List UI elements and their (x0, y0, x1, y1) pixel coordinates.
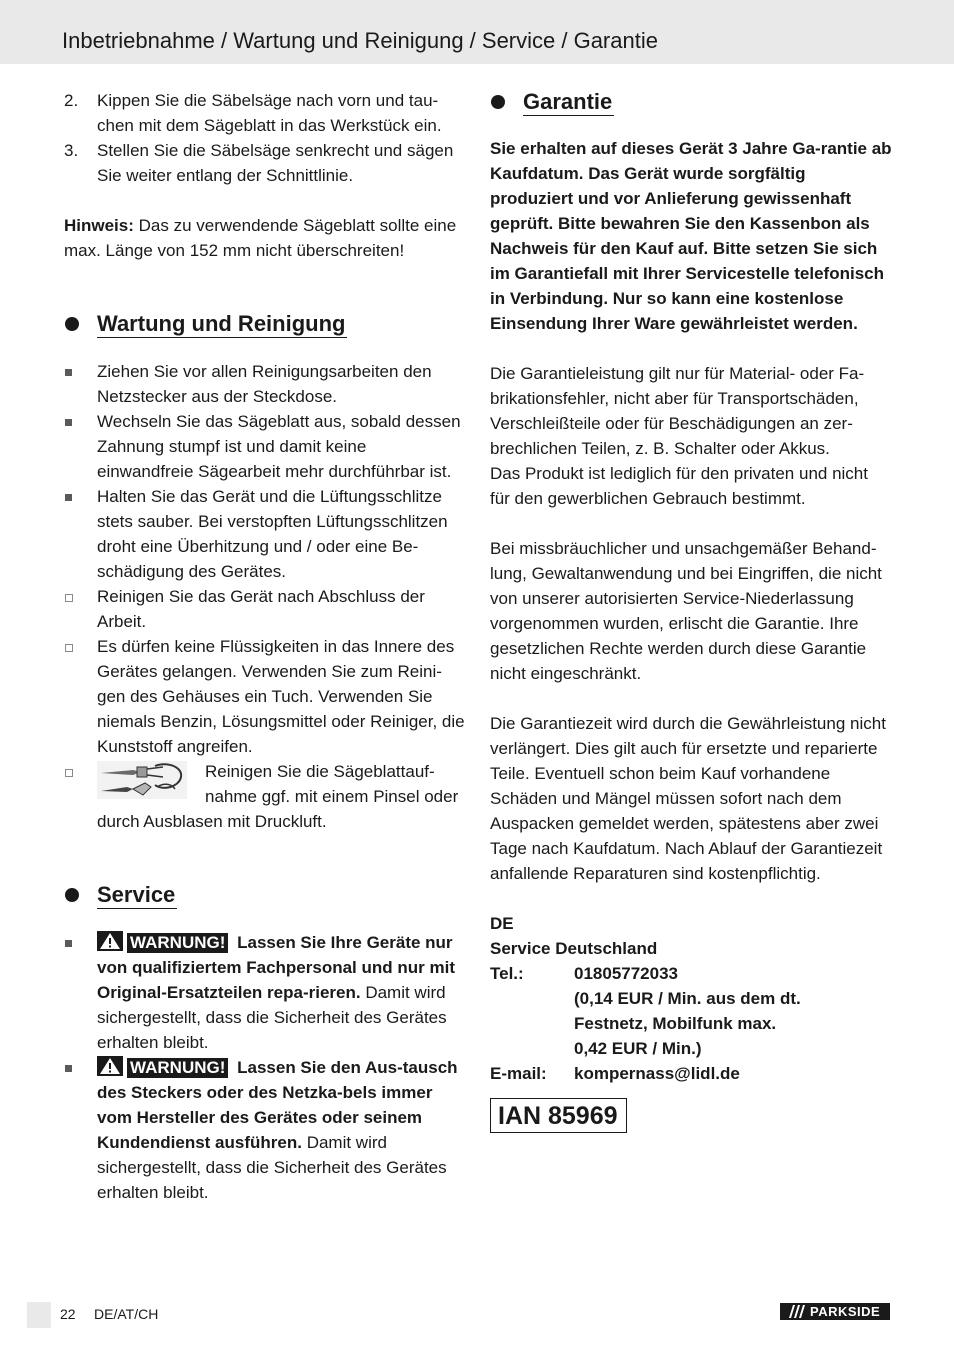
warning-label: WARNUNG! (127, 933, 228, 953)
note-text: Das zu verwendende Sägeblatt sollte eine max. Länge von 152 mm nicht überschreiten! (64, 216, 457, 260)
page-header (0, 0, 954, 64)
page-number: 22 (60, 1306, 76, 1322)
guarantee-bold-paragraph: Sie erhalten auf dieses Gerät 3 Jahre Ga-rantie ab Kaufdatum. Das Gerät wurde sorgfältig produziert und vor Anlieferung gewissenhaft geprüft. Bitte bewahren Sie den Kassenbon als Nachweis für den Kauf auf. Bitte setzen Sie sich im Garantiefall mit Ihrer Servicestelle telefonisch in Verbindung. Nur so kann eine kostenlose Einsendung Ihrer Ware gewährleistet werden. (490, 139, 892, 333)
list-item: Reinigen Sie das Gerät nach Abschluss der Arbeit. (64, 584, 466, 634)
section-heading-garantie: Garantie (490, 88, 892, 122)
list-item: Wechseln Sie das Sägeblatt aus, sobald dessen Zahnung stumpf ist und damit keine einwandfreie Sägearbeit mehr durchführbar ist. (64, 409, 466, 484)
warning-item: WARNUNG! Lassen Sie den Aus-tausch des Steckers oder des Netzka-bels immer vom Hersteller des Gerätes oder seinem Kundendienst ausführen. Damit wird sichergestellt, dass die Sicherheit des Gerätes erhalten bleibt. (64, 1055, 466, 1205)
warning-label: WARNUNG! (127, 1058, 228, 1078)
square-bullet-icon (65, 1065, 72, 1072)
open-square-bullet-icon (65, 644, 73, 652)
warning-triangle-icon (97, 931, 123, 951)
brush-illustration-icon (97, 761, 187, 799)
brand-stripes-icon (785, 1303, 807, 1320)
contact-service-name: Service Deutschland (490, 939, 658, 958)
section-heading-wartung: Wartung und Reinigung (64, 310, 466, 344)
left-column (64, 88, 466, 1205)
footer-page-box (27, 1302, 51, 1328)
guarantee-paragraph: Das Produkt ist lediglich für den privaten und nicht für den gewerblichen Gebrauch bestimmt. (490, 464, 868, 508)
list-item-brush: Reinigen Sie die Sägeblattauf- nahme ggf. mit einem Pinsel oder durch Ausblasen mit Druckluft. (64, 759, 466, 834)
step-item (64, 88, 466, 138)
step-number: 2. (64, 91, 79, 110)
square-bullet-icon (65, 419, 72, 426)
right-column: Garantie Sie erhalten auf dieses Gerät 3 Jahre Ga-rantie ab Kaufdatum. Das Gerät wurde sorgfältig produziert und vor Anlieferung gewissenhaft geprüft. Bitte bewahren Sie den Kassenbon als Nachweis für den Kauf auf. Bitte setzen Sie sich im Garantiefall mit Ihrer Servicestelle telefonisch in Verbindung. Nur so kann eine kostenlose Einsendung Ihrer Ware gewährleistet werden. Die Garantieleistung gilt nur für Material- oder Fa-brikationsfehler, nicht aber für Transportschäden, Verschleißteile oder für Beschädigungen an zer-brechlichen Teilen, z. B. Schalter oder Akkus. Das Produkt ist lediglich für den privaten und nicht für den gewerblichen Gebrauch bestimmt. Bei missbräuchlicher und unsachgemäßer Behand-lung, Gewaltanwendung und bei Eingriffen, die nicht von unserer autorisierten Service-Niederlassung vorgenommen wurden, erlischt die Garantie. Ihre gesetzlichen Rechte werden durch diese Garantie nicht eingeschränkt. Die Garantiezeit wird durch die Gewährleistung nicht verlängert. Dies gilt auch für ersetzte und reparierte Teile. Eventuell schon beim Kauf vorhandene Schäden und Mängel müssen sofort nach dem Auspacken gemeldet werden, spätestens aber zwei Tage nach Kaufdatum. Nach Ablauf der Garantiezeit anfallende Reparaturen sind kostenpflichtig. DE Service Deutschland Tel.: 01805772033 (0,14 EUR / Min. aus dem dt. Festnetz, Mobilfunk max. 0,42 EUR / Min.) E-mail: kompernass@lidl.de IAN 85969 (490, 88, 892, 1133)
square-bullet-icon (65, 369, 72, 376)
square-bullet-icon (65, 940, 72, 947)
guarantee-paragraph: Die Garantiezeit wird durch die Gewährleistung nicht verlängert. Dies gilt auch für ersetzte und reparierte Teile. Eventuell schon beim Kauf vorhandene Schäden und Mängel müssen sofort nach dem Auspacken gemeldet werden, spätestens aber zwei Tage nach Kaufdatum. Nach Ablauf der Garantiezeit anfallende Reparaturen sind kostenpflichtig. (490, 714, 886, 883)
square-bullet-icon (65, 494, 72, 501)
step-text: Kippen Sie die Säbelsäge nach vorn und tau-chen mit dem Sägeblatt in das Werkstück ein. (97, 91, 442, 135)
guarantee-paragraph: Die Garantieleistung gilt nur für Material- oder Fa-brikationsfehler, nicht aber für Transportschäden, Verschleißteile oder für Beschädigungen an zer-brechlichen Teilen, z. B. Schalter oder Akkus. (490, 364, 865, 458)
bullet-dot-icon (491, 95, 505, 109)
country-codes: DE/AT/CH (94, 1306, 159, 1322)
warning-item: WARNUNG! Lassen Sie Ihre Geräte nur von qualifiziertem Fachpersonal und nur mit Original-Ersatzteilen repa-rieren. Damit wird sichergestellt, dass die Sicherheit des Gerätes erhalten bleibt. (64, 930, 466, 1055)
note-paragraph (64, 213, 466, 263)
step-item (64, 138, 466, 188)
contact-country: DE (490, 914, 514, 933)
brand-logo: PARKSIDE (780, 1303, 890, 1320)
section-heading-service: Service (64, 881, 466, 915)
contact-email: E-mail: kompernass@lidl.de (490, 1064, 740, 1083)
contact-phone: Tel.: 01805772033 (490, 964, 679, 983)
guarantee-paragraph: Bei missbräuchlicher und unsachgemäßer Behand-lung, Gewaltanwendung und bei Eingriffen, die nicht von unserer autorisierten Service-Niederlassung vorgenommen wurden, erlischt die Garantie. Ihre gesetzlichen Rechte werden durch diese Garantie nicht eingeschränkt. (490, 539, 882, 683)
warning-triangle-icon (97, 1056, 123, 1076)
list-item: Es dürfen keine Flüssigkeiten in das Innere des Gerätes gelangen. Verwenden Sie zum Reini-gen des Gehäuses ein Tuch. Verwenden Sie niemals Benzin, Lösungsmittel oder Reiniger, die Kunststoff angreifen. (64, 634, 466, 759)
email-link[interactable]: kompernass@lidl.de (574, 1064, 740, 1083)
step-number: 3. (64, 141, 79, 160)
list-item: Halten Sie das Gerät und die Lüftungsschlitze stets sauber. Bei verstopften Lüftungsschlitzen droht eine Überhitzung und / oder eine Be-schädigung des Gerätes. (64, 484, 466, 584)
bullet-dot-icon (65, 888, 79, 902)
step-text: Stellen Sie die Säbelsäge senkrecht und sägen Sie weiter entlang der Schnittlinie. (97, 141, 454, 185)
bullet-dot-icon (65, 317, 79, 331)
page-title: Inbetriebnahme / Wartung und Reinigung / Service / Garantie (62, 28, 658, 53)
open-square-bullet-icon (65, 769, 73, 777)
list-item: Ziehen Sie vor allen Reinigungsarbeiten den Netzstecker aus der Steckdose. (64, 359, 466, 409)
note-label: Hinweis: (64, 216, 134, 235)
open-square-bullet-icon (65, 594, 73, 602)
ian-box: IAN 85969 (490, 1098, 627, 1133)
